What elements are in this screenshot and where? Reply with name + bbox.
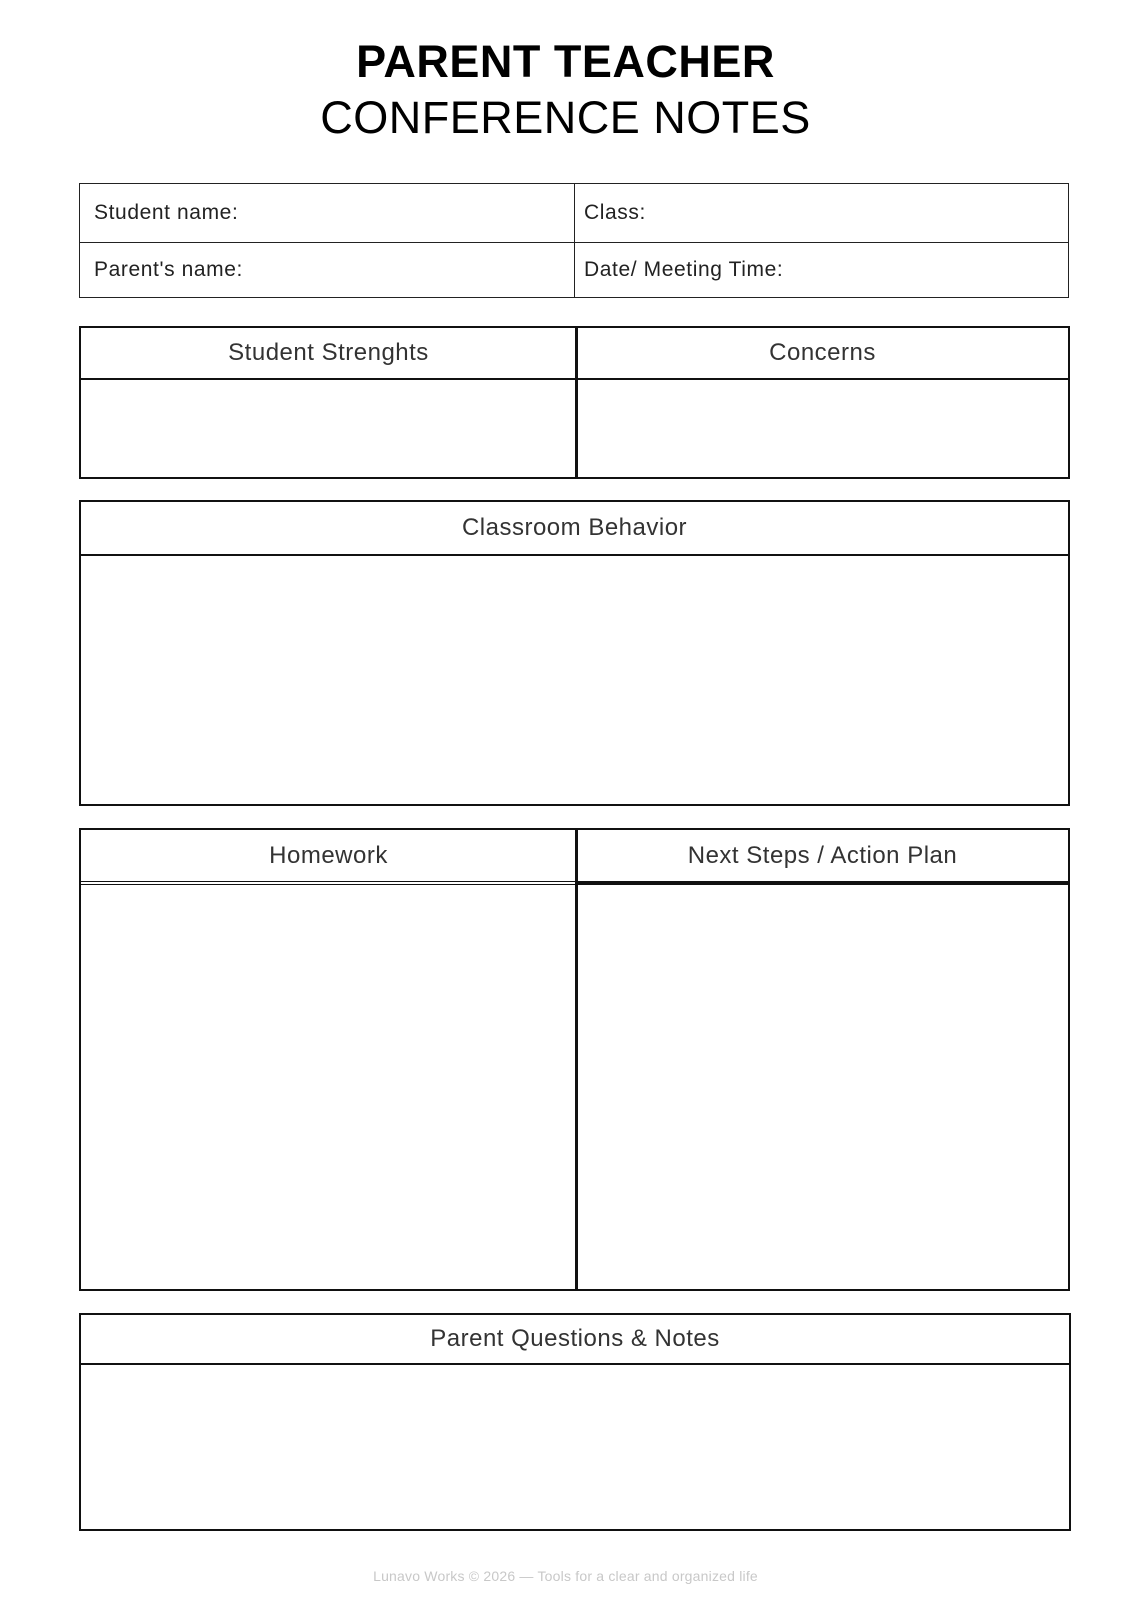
info-table xyxy=(79,183,1069,298)
parent-questions-section xyxy=(79,1313,1071,1531)
title-line-1: PARENT TEACHER xyxy=(356,36,775,87)
page-title xyxy=(0,36,1131,148)
parent-questions-notes-area[interactable] xyxy=(81,1365,1069,1528)
strengths-notes-area[interactable] xyxy=(81,380,576,476)
date-meeting-time-field[interactable] xyxy=(575,243,1068,297)
behavior-header: Classroom Behavior xyxy=(81,502,1068,556)
concerns-notes-area[interactable] xyxy=(577,380,1068,476)
next-steps-header: Next Steps / Action Plan xyxy=(577,830,1068,885)
behavior-section xyxy=(79,500,1070,806)
behavior-notes-area[interactable] xyxy=(81,556,1068,803)
homework-notes-area[interactable] xyxy=(81,885,576,1288)
info-row-2 xyxy=(80,243,1068,297)
strengths-section xyxy=(79,326,578,479)
class-label: Class: xyxy=(584,201,646,224)
concerns-header: Concerns xyxy=(577,328,1068,380)
homework-header: Homework xyxy=(81,830,576,885)
class-field[interactable] xyxy=(575,184,1068,242)
concerns-section xyxy=(575,326,1070,479)
next-steps-section xyxy=(575,828,1070,1291)
student-name-label: Student name: xyxy=(94,201,239,224)
footer-credit: Lunavo Works © 2026 — Tools for a clear and organized life xyxy=(373,1568,758,1584)
homework-section xyxy=(79,828,578,1291)
parent-name-field[interactable] xyxy=(80,243,575,297)
parent-questions-header: Parent Questions & Notes xyxy=(81,1315,1069,1365)
title-line-2: CONFERENCE NOTES xyxy=(320,92,811,143)
next-steps-notes-area[interactable] xyxy=(577,885,1068,1288)
strengths-header: Student Strenghts xyxy=(81,328,576,380)
date-meeting-time-label: Date/ Meeting Time: xyxy=(584,258,784,281)
student-name-field[interactable] xyxy=(80,184,575,242)
info-row-1 xyxy=(80,184,1068,243)
parent-name-label: Parent's name: xyxy=(94,258,243,281)
